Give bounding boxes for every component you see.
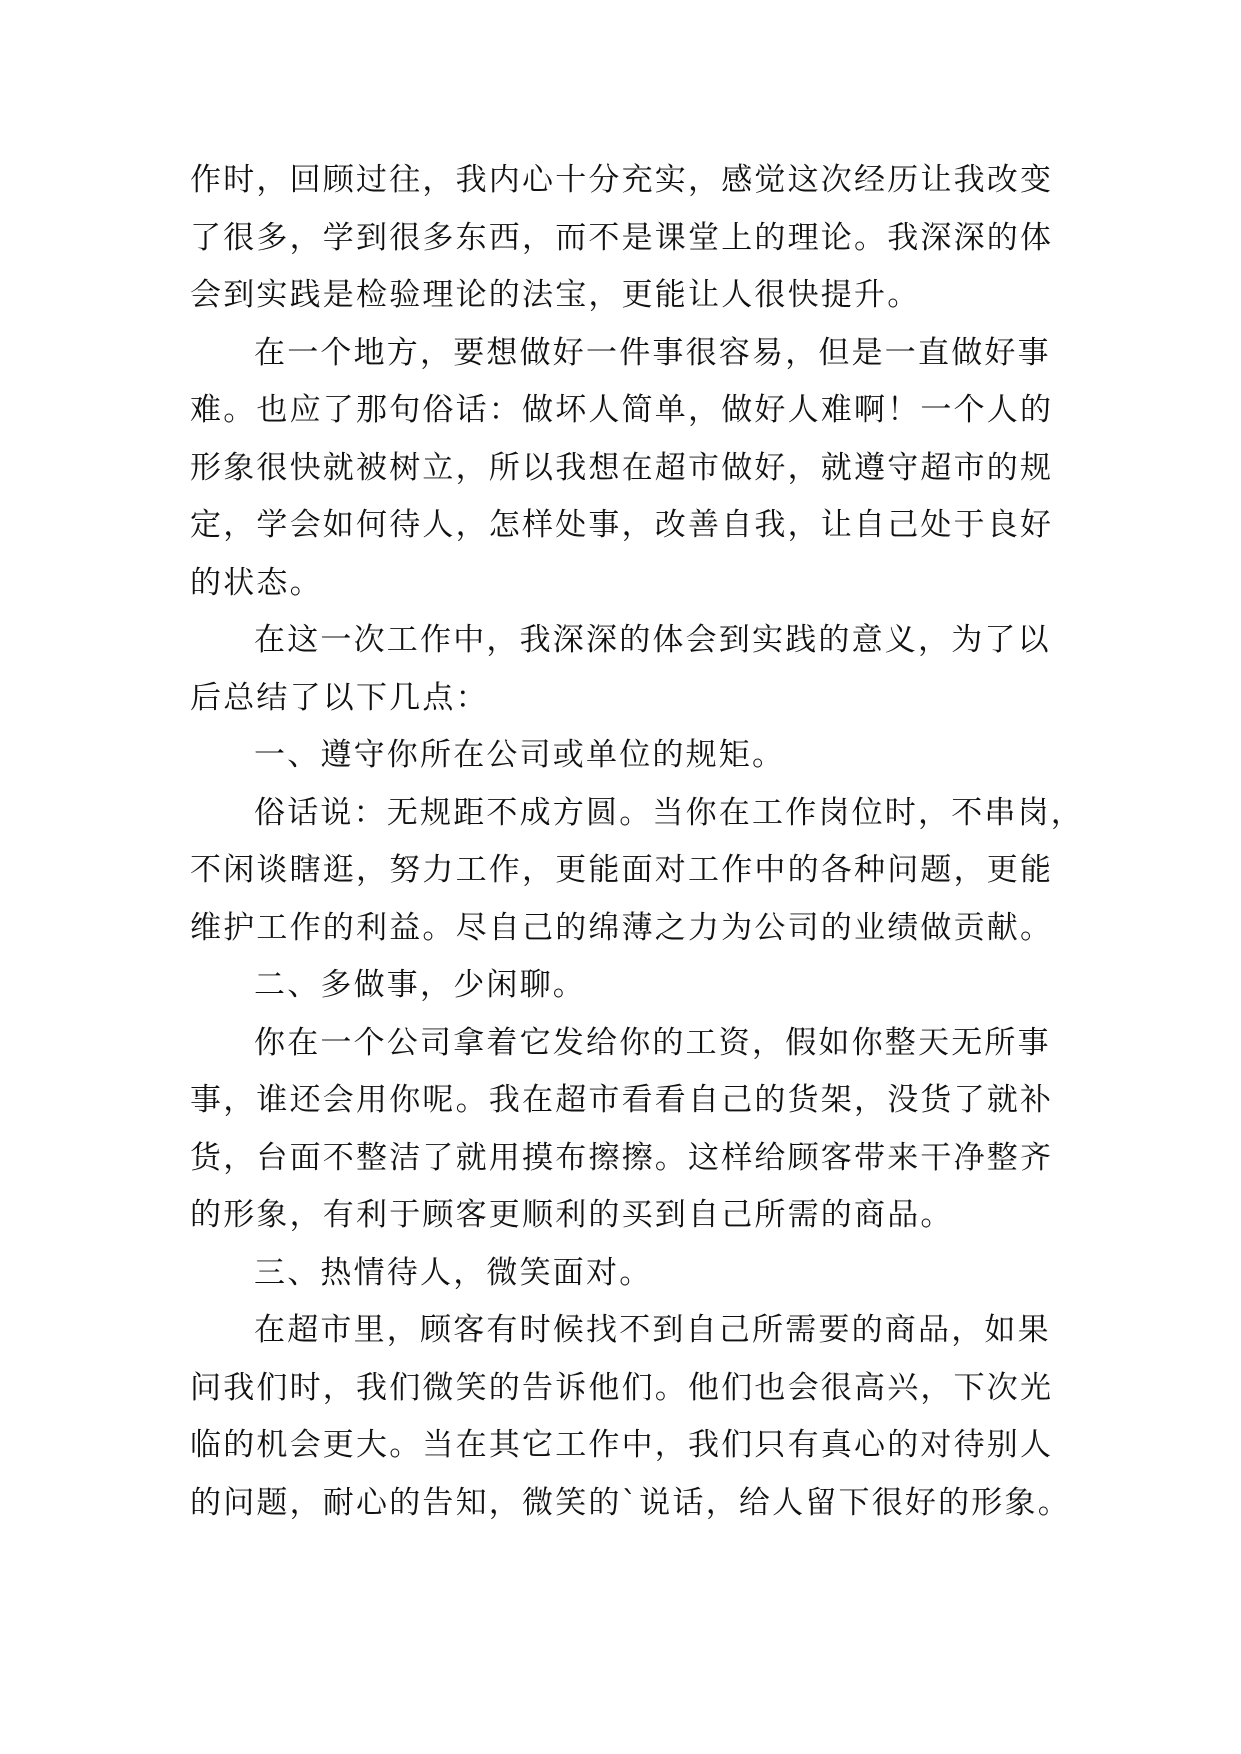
- text-line: 货，台面不整洁了就用摸布擦擦。这样给顾客带来干净整齐: [190, 1139, 1054, 1176]
- text-line: 不闲谈瞎逛，努力工作，更能面对工作中的各种问题，更能: [190, 852, 1054, 888]
- section-heading: 三、热情待人，微笑面对。: [254, 1254, 653, 1291]
- text-line: 定，学会如何待人，怎样处事，改善自我，让自己处于良好: [190, 507, 1054, 543]
- text-line: 了很多，学到很多东西，而不是课堂上的理论。我深深的体: [190, 219, 1054, 256]
- text-line: 的形象，有利于顾客更顺利的买到自己所需的商品。: [190, 1197, 954, 1233]
- paragraph-start-line: 在一个地方，要想做好一件事很容易，但是一直做好事: [254, 334, 1051, 371]
- paragraph-start-line: 在超市里，顾客有时候找不到自己所需要的商品，如果: [254, 1312, 1051, 1348]
- text-line: 临的机会更大。当在其它工作中，我们只有真心的对待别人: [190, 1427, 1054, 1463]
- section-heading: 一、遵守你所在公司或单位的规矩。: [254, 737, 786, 773]
- section-heading: 二、多做事，少闲聊。: [254, 967, 586, 1003]
- paragraph-start-line: 在这一次工作中，我深深的体会到实践的意义，为了以: [254, 622, 1051, 658]
- text-line: 问我们时，我们微笑的告诉他们。他们也会很高兴，下次光: [190, 1369, 1054, 1406]
- document-body: [190, 152, 1084, 1532]
- text-line: 作时，回顾过往，我内心十分充实，感觉这次经历让我改变: [190, 162, 1054, 198]
- text-line: 后总结了以下几点：: [190, 679, 489, 716]
- text-line: 事，谁还会用你呢。我在超市看看自己的货架，没货了就补: [190, 1082, 1054, 1118]
- paragraph-start-line: 你在一个公司拿着它发给你的工资，假如你整天无所事: [254, 1024, 1051, 1061]
- text-line: 的问题，耐心的告知，微笑的`说话，给人留下很好的形象。: [190, 1484, 1071, 1521]
- text-line: 的状态。: [190, 564, 323, 601]
- text-line: 维护工作的利益。尽自己的绵薄之力为公司的业绩做贡献。: [190, 909, 1054, 946]
- text-line: 难。也应了那句俗话：做坏人简单，做好人难啊！一个人的: [190, 392, 1054, 428]
- text-line: 会到实践是检验理论的法宝，更能让人很快提升。: [190, 277, 921, 313]
- text-line: 形象很快就被树立，所以我想在超市做好，就遵守超市的规: [190, 449, 1054, 486]
- paragraph-start-line: 俗话说：无规距不成方圆。当你在工作岗位时，不串岗，: [254, 794, 1084, 831]
